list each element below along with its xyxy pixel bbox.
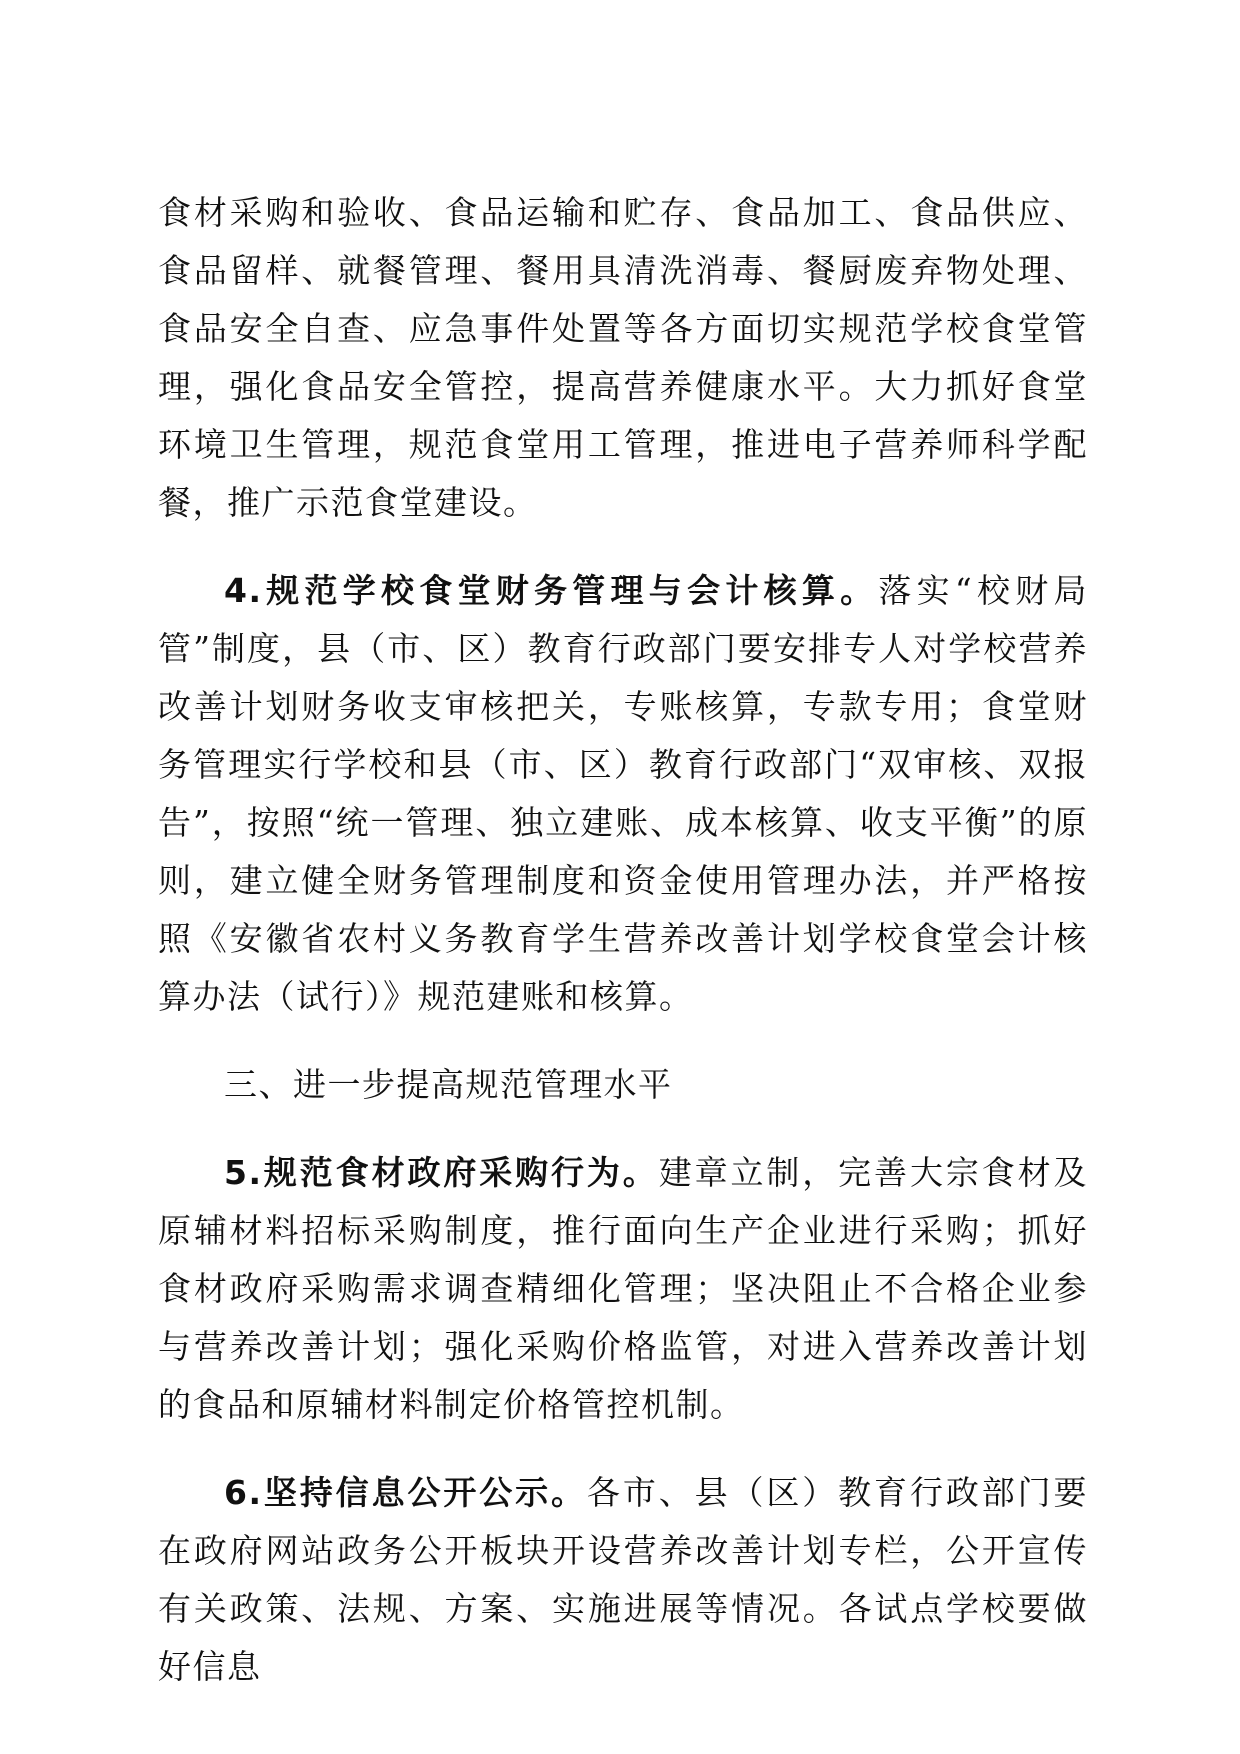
paragraph-text: 落实“校财局管”制度，县（市、区）教育行政部门要安排专人对学校营养改善计划财务收支审核把关，专账核算，专款专用；食堂财务管理实行学校和县（市、区）教育行政部门“双审核、双报告”，按照“统一管理、独立建账、成本核算、收支平衡”的原则，建立健全财务管理制度和资金使用管理办法，并严格按照《安徽省农村义务教育学生营养改善计划学校食堂会计核算办法（试行）》规范建账和核算。 <box>158 571 1089 1016</box>
paragraph-procurement <box>158 1144 1088 1434</box>
paragraph-title: 5.规范食材政府采购行为。 <box>224 1153 659 1192</box>
paragraph-title: 4.规范学校食堂财务管理与会计核算。 <box>224 571 879 610</box>
paragraph-information-disclosure <box>158 1464 1088 1696</box>
paragraph-text: 建章立制，完善大宗食材及原辅材料招标采购制度，推行面向生产企业进行采购；抓好食材政府采购需求调查精细化管理；坚决阻止不合格企业参与营养改善计划；强化采购价格监管，对进入营养改善计划的食品和原辅材料制定价格管控机制。 <box>158 1153 1089 1424</box>
paragraph-financial-management <box>158 562 1088 1026</box>
paragraph-canteen-management <box>158 184 1088 532</box>
section-heading <box>158 1056 1088 1114</box>
paragraph-title: 6.坚持信息公开公示。 <box>224 1473 587 1512</box>
document-body <box>158 184 1088 1726</box>
paragraph-text: 食材采购和验收、食品运输和贮存、食品加工、食品供应、食品留样、就餐管理、餐用具清洗消毒、餐厨废弃物处理、食品安全自查、应急事件处置等各方面切实规范学校食堂管理，强化食品安全管控，提高营养健康水平。大力抓好食堂环境卫生管理，规范食堂用工管理，推进电子营养师科学配餐，推广示范食堂建设。 <box>158 193 1088 522</box>
paragraph-text: 各市、县（区）教育行政部门要在政府网站政务公开板块开设营养改善计划专栏，公开宣传有关政策、法规、方案、实施进展等情况。各试点学校要做好信息 <box>158 1473 1089 1686</box>
section-heading-text: 三、进一步提高规范管理水平 <box>224 1065 673 1104</box>
